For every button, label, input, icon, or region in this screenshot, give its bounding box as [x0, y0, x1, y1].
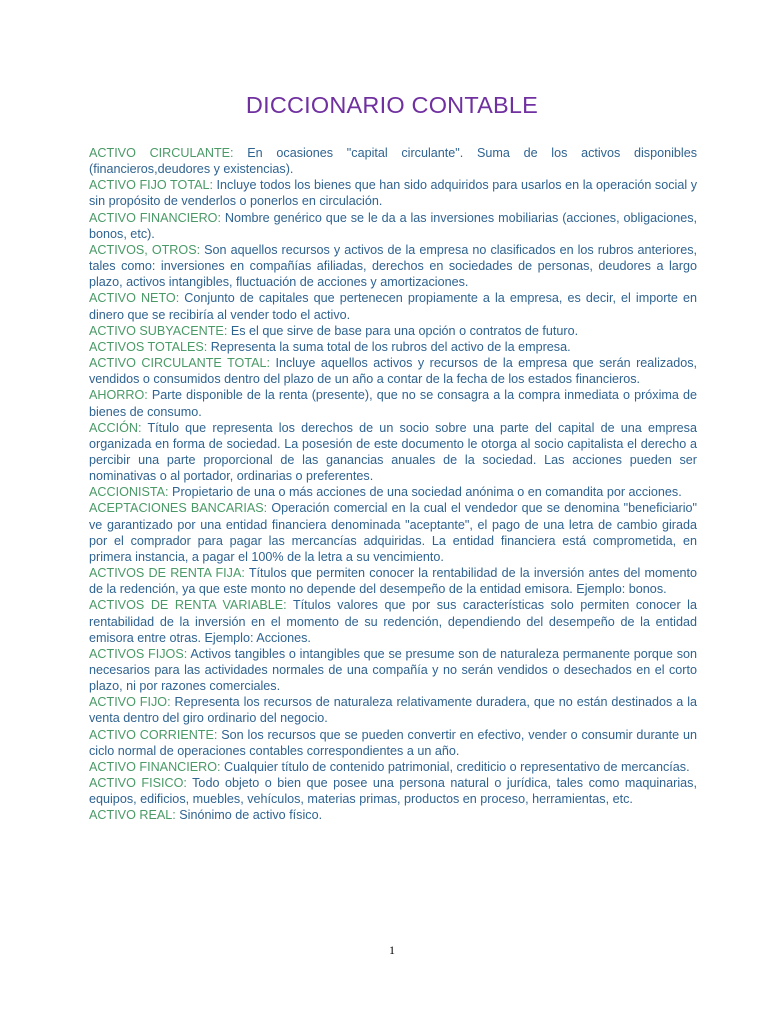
entry-definition: Sinónimo de activo físico. — [179, 808, 323, 823]
glossary-entry — [89, 500, 697, 565]
glossary-entry — [89, 807, 697, 823]
entry-term: ACTIVOS, OTROS: — [89, 242, 201, 257]
entry-definition: En ocasiones "capital circulante". Suma de los activos disponibles (financieros,deudores y existencias). — [89, 146, 698, 177]
entry-definition: Nombre genérico que se le da a las inversiones mobiliarias (acciones, obligaciones, bonos, etc). — [89, 210, 698, 241]
entry-term: ACTIVO FISICO: — [89, 776, 187, 791]
entry-definition: Activos tangibles o intangibles que se presume son de naturaleza permanente porque son necesarios para las actividades normales de una compañía y no serán vendidos o desechados en el corto plazo, ni por razones comerciales. — [89, 646, 698, 694]
glossary-entry — [89, 145, 697, 177]
entry-term: ACTIVO FINANCIERO: — [89, 210, 221, 225]
glossary-entry — [89, 323, 697, 339]
glossary-entry — [89, 565, 697, 597]
glossary-entry — [89, 646, 697, 694]
entry-definition: Conjunto de capitales que pertenecen propiamente a la empresa, es decir, el importe en dinero que se recibiría al vender todo el activo. — [89, 291, 697, 322]
entry-term: AHORRO: — [89, 388, 148, 403]
entry-definition: Son los recursos que se pueden convertir en efectivo, vender o consumir durante un ciclo normal de operaciones contables correspondientes a un año. — [89, 727, 698, 758]
glossary-entry — [89, 420, 697, 485]
entry-term: ACTIVOS FIJOS: — [89, 646, 188, 661]
glossary-entry — [89, 177, 697, 209]
entry-definition: Todo objeto o bien que posee una persona natural o jurídica, tales como maquinarias, equipos, edificios, muebles, vehículos, materias primas, productos en proceso, herramientas, etc. — [89, 776, 697, 807]
entry-term: ACEPTACIONES BANCARIAS: — [89, 501, 268, 516]
entry-term: ACTIVO FINANCIERO: — [89, 759, 221, 774]
entry-term: ACTIVO SUBYACENTE: — [89, 323, 228, 338]
entry-definition: Título que representa los derechos de un socio sobre una parte del capital de una empresa organizada en forma de sociedad. La posesión de este documento le otorga al socio capitalista el derecho a percibir una parte proporcional de las ganancias anuales de la sociedad. Las acciones pueden ser nominativas o al portador, ordinarias o preferentes. — [89, 420, 697, 484]
entry-definition: Cualquier título de contenido patrimonial, crediticio o representativo de mercancías. — [224, 759, 690, 774]
glossary-entry — [89, 290, 697, 322]
entry-definition: Es el que sirve de base para una opción o contratos de futuro. — [230, 323, 579, 338]
entry-term: ACTIVOS TOTALES: — [89, 339, 208, 354]
entry-term: ACTIVO CIRCULANTE: — [89, 146, 234, 160]
entry-definition: Incluye aquellos activos y recursos de la empresa que serán realizados, vendidos o consumidos dentro del plazo de un año a contar de la fecha de los estados financieros. — [89, 356, 698, 387]
entry-definition: Títulos que permiten conocer la rentabilidad de la inversión antes del momento de la redención, ya que este monto no depende del desempeño de la entidad emisora. Ejemplo: bonos. — [89, 566, 697, 597]
glossary-entry — [89, 355, 697, 387]
glossary-entry — [89, 242, 697, 290]
glossary-entry — [89, 759, 697, 775]
page-title: DICCIONARIO CONTABLE — [245, 92, 539, 118]
entry-definition: Representa la suma total de los rubros del activo de la empresa. — [210, 339, 571, 354]
entry-term: ACTIVO NETO: — [89, 291, 180, 306]
glossary-entry — [89, 597, 697, 645]
glossary-entry — [89, 387, 697, 419]
entry-definition: Operación comercial en la cual el vendedor que se denomina "beneficiario" ve garantizado por una entidad financiera denominada "aceptante", el pago de una letra de cambio girada por el comprador para pagar las mercancías adquiridas. La entidad financiera está comprometida, en primera instancia, a pagar el 100% de la letra a su vencimiento. — [89, 501, 697, 564]
entry-term: ACTIVO CORRIENTE: — [89, 727, 218, 742]
entry-definition: Propietario de una o más acciones de una sociedad anónima o en comandita por acciones. — [172, 485, 682, 500]
entry-term: ACTIVO FIJO TOTAL: — [89, 178, 213, 193]
glossary-list — [89, 145, 697, 824]
entry-definition: Incluye todos los bienes que han sido adquiridos para usarlos en la operación social y sin propósito de venderlos o ponerlos en circulación. — [89, 178, 697, 209]
glossary-entry — [89, 339, 697, 355]
entry-term: ACCIÓN: — [89, 420, 142, 435]
glossary-entry — [89, 484, 697, 500]
entry-term: ACTIVO FIJO: — [89, 695, 171, 710]
entry-definition: Representa los recursos de naturaleza relativamente duradera, que no están destinados a la venta dentro del giro ordinario del negocio. — [89, 695, 697, 726]
entry-term: ACTIVOS DE RENTA FIJA: — [89, 566, 245, 581]
entry-term: ACTIVOS DE RENTA VARIABLE: — [89, 598, 287, 613]
glossary-entry — [89, 775, 697, 807]
glossary-entry — [89, 727, 697, 759]
entry-term: ACTIVO REAL: — [89, 808, 176, 823]
entry-definition: Son aquellos recursos y activos de la empresa no clasificados en los rubros anteriores, tales como: inversiones en compañías afiliadas, derechos en sociedades de personas, deudores a largo plazo, activos intangibles, fluctuación de acciones y amortizaciones. — [89, 242, 698, 290]
entry-definition: Títulos valores que por sus características solo permiten conocer la rentabilidad de la inversión en el momento de su redención, dependiendo del desempeño de la entidad emisora entre otras. Ejemplo: Acciones. — [89, 598, 697, 645]
entry-definition: Parte disponible de la renta (presente), que no se consagra a la compra inmediata o próxima de bienes de consumo. — [89, 388, 697, 419]
entry-term: ACTIVO CIRCULANTE TOTAL: — [89, 356, 270, 371]
glossary-entry — [89, 694, 697, 726]
page-number: 1 — [389, 943, 395, 957]
entry-term: ACCIONISTA: — [89, 485, 169, 500]
glossary-entry — [89, 210, 697, 242]
